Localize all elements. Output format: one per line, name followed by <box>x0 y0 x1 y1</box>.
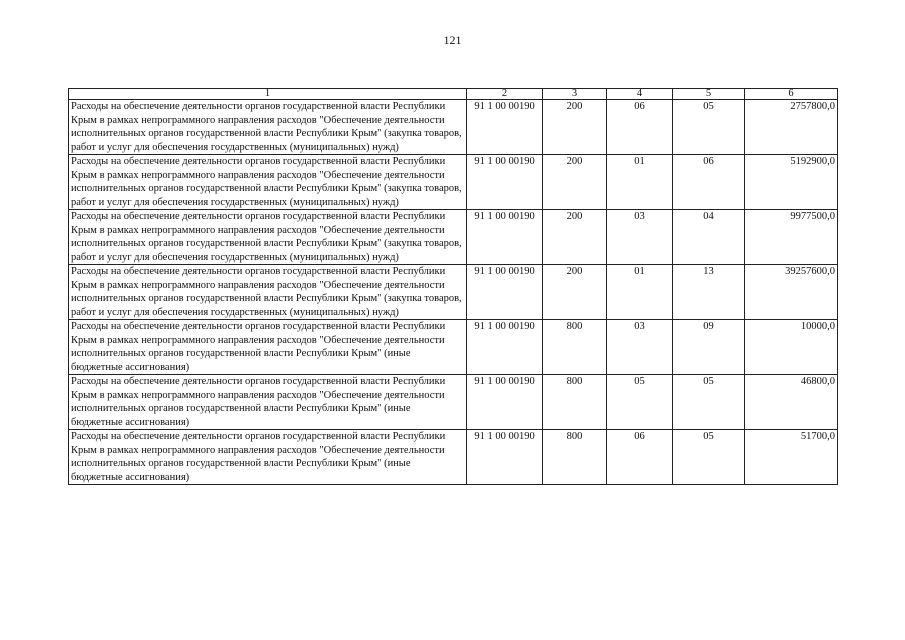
table-body <box>69 100 838 485</box>
row-amount: 46800,0 <box>745 375 838 430</box>
row-expense-type: 800 <box>543 430 607 485</box>
row-description: Расходы на обеспечение деятельности органов государственной власти Республики Крым в рамках непрограммного направления расходов "Обеспечение деятельности исполнительных органов государственной власти Республики Крым" (закупка товаров, работ и услуг для обеспечения государственных (муниципальных) нужд) <box>69 155 467 210</box>
row-expense-type: 200 <box>543 100 607 155</box>
row-section: 03 <box>607 210 673 265</box>
table-row <box>69 430 838 485</box>
row-expense-type: 800 <box>543 375 607 430</box>
header-col-1: 1 <box>69 89 467 100</box>
header-col-3: 3 <box>543 89 607 100</box>
row-subsection: 05 <box>673 375 745 430</box>
row-subsection: 04 <box>673 210 745 265</box>
row-amount: 2757800,0 <box>745 100 838 155</box>
table-row <box>69 210 838 265</box>
table-row <box>69 155 838 210</box>
table-row <box>69 100 838 155</box>
row-description: Расходы на обеспечение деятельности органов государственной власти Республики Крым в рамках непрограммного направления расходов "Обеспечение деятельности исполнительных органов государственной власти Республики Крым" (закупка товаров, работ и услуг для обеспечения государственных (муниципальных) нужд) <box>69 210 467 265</box>
row-amount: 5192900,0 <box>745 155 838 210</box>
row-subsection: 06 <box>673 155 745 210</box>
row-expense-type: 800 <box>543 320 607 375</box>
header-col-4: 4 <box>607 89 673 100</box>
row-description: Расходы на обеспечение деятельности органов государственной власти Республики Крым в рамках непрограммного направления расходов "Обеспечение деятельности исполнительных органов государственной власти Республики Крым" (закупка товаров, работ и услуг для обеспечения государственных (муниципальных) нужд) <box>69 265 467 320</box>
row-subsection: 05 <box>673 430 745 485</box>
row-section: 01 <box>607 265 673 320</box>
row-expense-type: 200 <box>543 210 607 265</box>
table-row <box>69 320 838 375</box>
row-section: 06 <box>607 100 673 155</box>
row-code: 91 1 00 00190 <box>467 265 543 320</box>
row-amount: 10000,0 <box>745 320 838 375</box>
budget-table <box>68 88 838 485</box>
row-code: 91 1 00 00190 <box>467 155 543 210</box>
row-amount: 39257600,0 <box>745 265 838 320</box>
row-amount: 51700,0 <box>745 430 838 485</box>
page-number: 121 <box>443 33 462 47</box>
row-code: 91 1 00 00190 <box>467 320 543 375</box>
row-expense-type: 200 <box>543 155 607 210</box>
table-row <box>69 375 838 430</box>
row-subsection: 05 <box>673 100 745 155</box>
row-section: 06 <box>607 430 673 485</box>
row-section: 03 <box>607 320 673 375</box>
row-description: Расходы на обеспечение деятельности органов государственной власти Республики Крым в рамках непрограммного направления расходов "Обеспечение деятельности исполнительных органов государственной власти Республики Крым" (иные бюджетные ассигнования) <box>69 320 467 375</box>
row-section: 01 <box>607 155 673 210</box>
row-code: 91 1 00 00190 <box>467 375 543 430</box>
row-expense-type: 200 <box>543 265 607 320</box>
row-amount: 9977500,0 <box>745 210 838 265</box>
header-col-6: 6 <box>745 89 838 100</box>
table-header <box>69 89 838 100</box>
row-description: Расходы на обеспечение деятельности органов государственной власти Республики Крым в рамках непрограммного направления расходов "Обеспечение деятельности исполнительных органов государственной власти Республики Крым" (закупка товаров, работ и услуг для обеспечения государственных (муниципальных) нужд) <box>69 100 467 155</box>
row-code: 91 1 00 00190 <box>467 100 543 155</box>
header-col-5: 5 <box>673 89 745 100</box>
table-row <box>69 265 838 320</box>
row-code: 91 1 00 00190 <box>467 430 543 485</box>
row-section: 05 <box>607 375 673 430</box>
row-code: 91 1 00 00190 <box>467 210 543 265</box>
row-description: Расходы на обеспечение деятельности органов государственной власти Республики Крым в рамках непрограммного направления расходов "Обеспечение деятельности исполнительных органов государственной власти Республики Крым" (иные бюджетные ассигнования) <box>69 375 467 430</box>
row-subsection: 09 <box>673 320 745 375</box>
header-col-2: 2 <box>467 89 543 100</box>
row-description: Расходы на обеспечение деятельности органов государственной власти Республики Крым в рамках непрограммного направления расходов "Обеспечение деятельности исполнительных органов государственной власти Республики Крым" (иные бюджетные ассигнования) <box>69 430 467 485</box>
row-subsection: 13 <box>673 265 745 320</box>
